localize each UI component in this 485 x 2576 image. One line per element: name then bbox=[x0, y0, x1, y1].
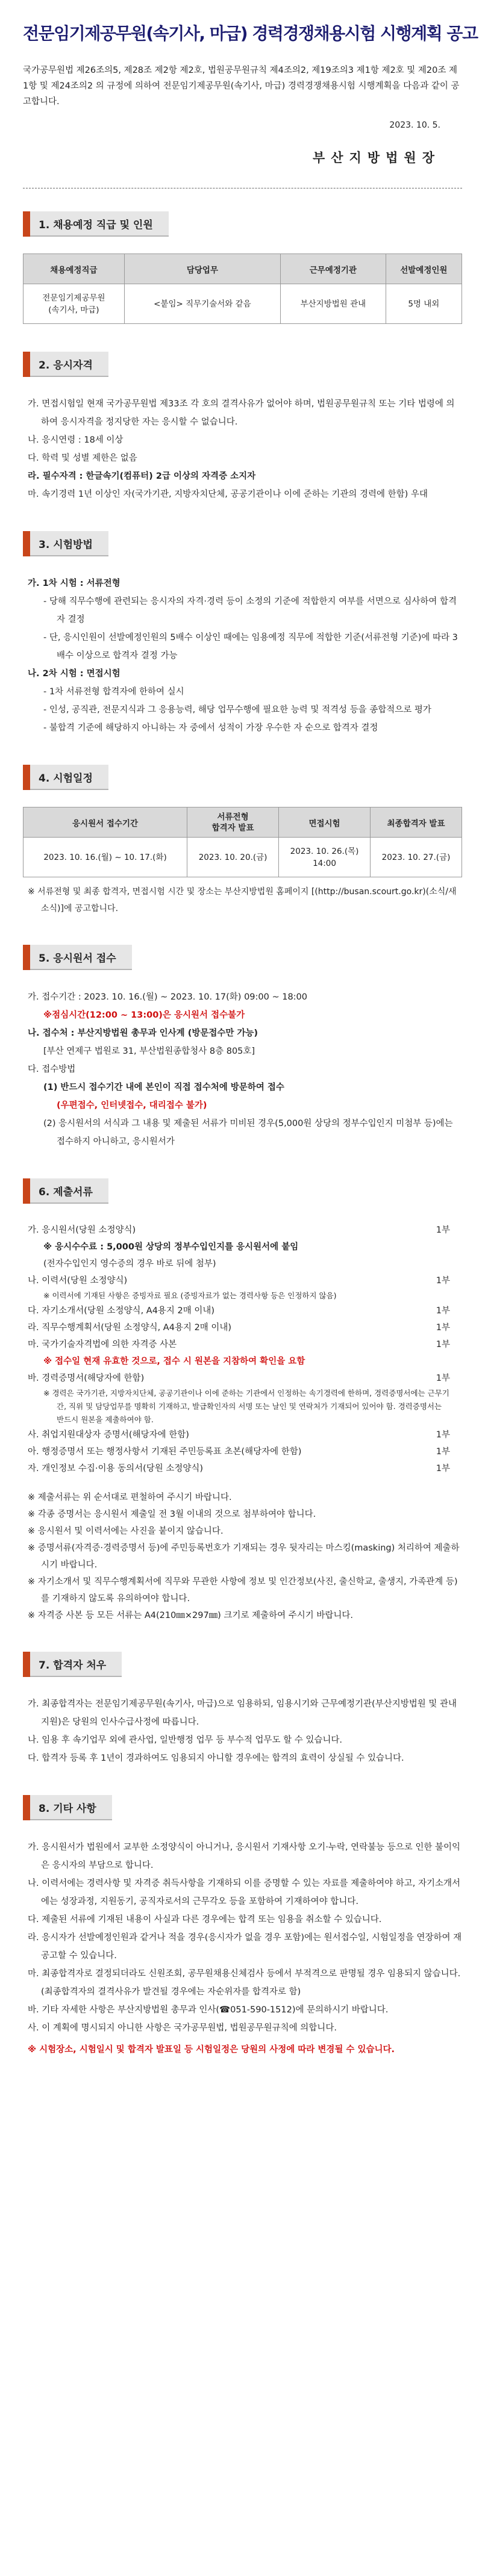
intro-paragraph: 국가공무원법 제26조의5, 제28조 제2항 제2호, 법원공무원규칙 제4조의2, 제19조의3 제1항 제2호 및 제20조 제1항 및 제24조의2 의 규정에 의하여 전문임기제공무원(속기사, 마급) 경력경쟁채용시험 시행계획을 다음과 같이 공고합니다. bbox=[23, 66, 460, 107]
subheading: 가. 1차 시험 : 서류전형 bbox=[28, 579, 120, 588]
notice-text: (우편접수, 인터넷접수, 대리접수 불가) bbox=[57, 1101, 207, 1110]
section-heading-7: 7. 합격자 처우 bbox=[23, 1652, 122, 1677]
section-heading-2: 2. 응시자격 bbox=[23, 352, 108, 377]
copy-count: 1부 bbox=[436, 1464, 450, 1473]
list-item: 마. 속기경력 1년 이상인 자(국가기관, 지방자치단체, 공공기관이나 이에 준하는 기관의 경력에 한함) 우대 bbox=[28, 490, 428, 499]
list-item: 사. 취업지원대상자 증명서(해당자에 한함) bbox=[28, 1430, 189, 1440]
list-item: 라. 필수자격 : 한글속기(컴퓨터) 2급 이상의 자격증 소지자 bbox=[28, 471, 256, 481]
list-item: 나. 임용 후 속기업무 외에 관사업, 일반행정 업무 등 부수적 업무도 할 수 있습니다. bbox=[28, 1735, 342, 1745]
note-item: ※ 각종 증명서는 응시원서 제출일 전 3월 이내의 것으로 첨부하여야 합니다. bbox=[28, 1510, 316, 1519]
table-cell: 2023. 10. 26.(목) 14:00 bbox=[279, 838, 371, 877]
table-cell: 5명 내외 bbox=[386, 284, 462, 324]
issuer-name: 부산지방법원장 bbox=[312, 151, 440, 165]
note-item: ※ 자기소개서 및 직무수행계획서에 직무와 무관한 사항에 정보 및 인간정보(사진, 출신학교, 출생지, 가족관계 등)를 기재하지 않도록 유의하여야 합니다. bbox=[28, 1577, 458, 1604]
list-item: ※ 경력은 국가기관, 지방자치단체, 공공기관이나 이에 준하는 기관에서 인정하는 속기경력에 한하며, 경력증명서에는 근무기간, 직위 및 담당업무를 명확히 기재하고, 발급확인자의 서명 또는 날인 및 연락처가 기재되어 있어야 함. 경력증명서는 반드시 원본을 제출하여야 함. bbox=[43, 1389, 449, 1424]
list-item: 아. 행정증명서 또는 행정사항서 기재된 주민등록표 초본(해당자에 한함) bbox=[28, 1447, 302, 1457]
list-item: 가. 최종합격자는 전문임기제공무원(속기사, 마급)으로 임용하되, 임용시기와 근무예정기관(부산지방법원 및 관내 지원)은 당원의 인사수급사정에 따릅니다. bbox=[28, 1699, 457, 1727]
list-item: - 불합격 기준에 해당하지 아니하는 자 중에서 성적이 가장 우수한 자 순으로 합격자 결정 bbox=[43, 723, 378, 733]
list-item: 다. 접수방법 bbox=[28, 1065, 76, 1074]
successful-candidate-treatment bbox=[23, 1695, 462, 1767]
schedule-table bbox=[23, 807, 462, 877]
list-item: - 1차 서류전형 합격자에 한하여 실시 bbox=[43, 687, 184, 697]
note-item: ※ 증명서류(자격증·경력증명서 등)에 주민등록번호가 기재되는 경우 뒷자리는 마스킹(masking) 처리하여 제출하시기 바랍니다. bbox=[28, 1543, 460, 1570]
section-heading-5: 5. 응시원서 접수 bbox=[23, 945, 132, 970]
table-row bbox=[23, 284, 462, 324]
table-header: 응시원서 접수기간 bbox=[23, 807, 187, 838]
list-item: 나. 접수처 : 부산지방법원 총무과 인사계 (방문접수만 가능) bbox=[28, 1028, 258, 1038]
announcement-date: 2023. 10. 5. bbox=[389, 120, 440, 130]
list-item: 라. 응시자가 선발예정인원과 같거나 적을 경우(응시자가 없을 경우 포함)에는 원서접수일, 시험일정을 연장하여 재공고할 수 있습니다. bbox=[28, 1933, 462, 1961]
list-item: ※ 응시수수료 : 5,000원 상당의 정부수입인지를 응시원서에 붙임 bbox=[43, 1242, 299, 1252]
other-matters bbox=[23, 1838, 462, 2059]
copy-count: 1부 bbox=[436, 1276, 450, 1286]
section-heading-4: 4. 시험일정 bbox=[23, 765, 108, 790]
list-item: 라. 직무수행계획서(당원 소정양식, A4용지 2매 이내) bbox=[28, 1323, 232, 1333]
copy-count: 1부 bbox=[436, 1340, 450, 1349]
list-item: 가. 면접시험일 현재 국가공무원법 제33조 각 호의 결격사유가 없어야 하며, 법원공무원규칙 또는 기타 법령에 의하여 응시자격을 정지당한 자는 응시할 수 없습니다. bbox=[28, 399, 455, 427]
table-cell: 2023. 10. 16.(월) ~ 10. 17.(화) bbox=[23, 838, 187, 877]
application-info bbox=[23, 988, 462, 1151]
list-item: 가. 응시원서가 법원에서 교부한 소정양식이 아니거나, 응시원서 기재사항 오기·누락, 연락불능 등으로 인한 불이익은 응시자의 부담으로 합니다. bbox=[28, 1843, 461, 1870]
list-item: - 당해 직무수행에 관련되는 응시자의 자격·경력 등이 소정의 기준에 적합한지 여부를 서면으로 심사하여 합격자 결정 bbox=[43, 597, 457, 624]
list-item: 나. 이력서(당원 소정양식) bbox=[28, 1276, 128, 1286]
list-item: 다. 자기소개서(당원 소정양식, A4용지 2매 이내) bbox=[28, 1306, 215, 1316]
list-item: 가. 응시원서(당원 소정양식) bbox=[28, 1225, 136, 1235]
list-item: (2) 응시원서의 서식과 그 내용 및 제출된 서류가 미비된 경우(5,000원 상당의 정부수입인지 미첨부 등)에는 접수하지 아니하고, 응시원서가 bbox=[43, 1119, 453, 1146]
note-item: ※ 자격증 사본 등 모든 서류는 A4(210㎜×297㎜) 크기로 제출하여 주시기 바랍니다. bbox=[28, 1611, 353, 1620]
copy-count: 1부 bbox=[436, 1306, 450, 1316]
list-item: 사. 이 계획에 명시되지 아니한 사항은 국가공무원법, 법원공무원규칙에 의합니다. bbox=[28, 2023, 337, 2033]
list-item: ※ 이력서에 기재된 사항은 증빙자료 필요 (증빙자료가 없는 경력사항 등은 인정하지 않음) bbox=[43, 1291, 337, 1300]
copy-count: 1부 bbox=[436, 1225, 450, 1235]
list-item: 마. 국가기술자격법에 의한 자격증 사본 bbox=[28, 1340, 177, 1349]
list-item: 마. 최종합격자로 결정되더라도 신원조회, 공무원채용신체검사 등에서 부적격으로 판명될 경우 임용되지 않습니다. (최종합격자의 결격사유가 발견될 경우에는 자순위자를 합격자로 함) bbox=[28, 1969, 461, 1997]
notice-text: ※점심시간(12:00 ~ 13:00)은 응시원서 접수불가 bbox=[43, 1010, 245, 1020]
final-notice: ※ 시험장소, 시험일시 및 합격자 발표일 등 시험일정은 당원의 사정에 따라 변경될 수 있습니다. bbox=[28, 2045, 395, 2055]
copy-count: 1부 bbox=[436, 1430, 450, 1440]
eligibility-list bbox=[23, 395, 462, 503]
section-heading-6: 6. 제출서류 bbox=[23, 1178, 108, 1204]
table-cell: 부산지방법원 관내 bbox=[281, 284, 386, 324]
section-heading-3: 3. 시험방법 bbox=[23, 531, 108, 556]
table-header: 채용예정직급 bbox=[23, 254, 125, 284]
list-item: 바. 경력증명서(해당자에 한함) bbox=[28, 1374, 145, 1383]
list-item: - 단, 응시인원이 선발예정인원의 5배수 이상인 때에는 임용예정 직무에 적합한 기준(서류전형 기준)에 따라 3배수 이상으로 합격자 결정 가능 bbox=[43, 633, 458, 661]
copy-count: 1부 bbox=[436, 1374, 450, 1383]
section-heading-8: 8. 기타 사항 bbox=[23, 1795, 112, 1820]
schedule-note: ※ 서류전형 및 최종 합격자, 면접시험 시간 및 장소는 부산지방법원 홈페이지 [(http://busan.scourt.go.kr)(소식/새소식)]에 공고합니다. bbox=[28, 887, 457, 913]
list-item: 나. 응시연령 : 18세 이상 bbox=[28, 435, 124, 445]
table-header: 서류전형 합격자 발표 bbox=[187, 807, 279, 838]
address-text: [부산 연제구 법원로 31, 부산법원종합청사 8층 805호] bbox=[43, 1047, 255, 1056]
documents-notes bbox=[23, 1489, 462, 1624]
list-item: 다. 합격자 등록 후 1년이 경과하여도 임용되지 아니할 경우에는 합격의 효력이 상실될 수 있습니다. bbox=[28, 1753, 404, 1763]
copy-count: 1부 bbox=[436, 1447, 450, 1457]
list-item: - 인성, 공직관, 전문지식과 그 응용능력, 해당 업무수행에 필요한 능력 및 적격성 등을 종합적으로 평가 bbox=[43, 705, 431, 715]
table-cell: 2023. 10. 20.(금) bbox=[187, 838, 279, 877]
table-header: 면접시험 bbox=[279, 807, 371, 838]
section-heading-1: 1. 채용예정 직급 및 인원 bbox=[23, 211, 169, 237]
subheading: 나. 2차 시험 : 면접시험 bbox=[28, 669, 120, 679]
list-item: 자. 개인정보 수집·이용 동의서(당원 소정양식) bbox=[28, 1464, 204, 1473]
required-documents bbox=[23, 1222, 462, 1477]
positions-table bbox=[23, 254, 462, 324]
exam-method bbox=[23, 574, 462, 737]
page-title: 전문임기제공무원(속기사, 마급) 경력경쟁채용시험 시행계획 공고 bbox=[23, 23, 478, 43]
list-item: (1) 반드시 접수기간 내에 본인이 직접 접수처에 방문하여 접수 bbox=[43, 1083, 284, 1092]
list-item: 가. 접수기간 : 2023. 10. 16.(월) ~ 2023. 10. 17(화) 09:00 ~ 18:00 bbox=[28, 992, 308, 1002]
note-item: ※ 응시원서 및 이력서에는 사진을 붙이지 않습니다. bbox=[28, 1526, 224, 1536]
list-item: 바. 기타 자세한 사항은 부산지방법원 총무과 인사(☎051-590-1512)에 문의하시기 바랍니다. bbox=[28, 2005, 389, 2015]
announcement-page bbox=[0, 23, 485, 2576]
table-header: 선발예정인원 bbox=[386, 254, 462, 284]
table-row bbox=[23, 838, 462, 877]
list-item: 다. 학력 및 성별 제한은 없음 bbox=[28, 453, 137, 463]
table-cell: <붙임> 직무기술서와 같음 bbox=[124, 284, 280, 324]
list-item: 다. 제출된 서류에 기재된 내용이 사실과 다른 경우에는 합격 또는 임용을 취소할 수 있습니다. bbox=[28, 1915, 382, 1924]
note-item: ※ 제출서류는 위 순서대로 편철하여 주시기 바랍니다. bbox=[28, 1493, 232, 1502]
table-cell: 2023. 10. 27.(금) bbox=[371, 838, 462, 877]
table-header: 최종합격자 발표 bbox=[371, 807, 462, 838]
table-header: 담당업무 bbox=[124, 254, 280, 284]
copy-count: 1부 bbox=[436, 1323, 450, 1333]
list-item: ※ 접수일 현재 유효한 것으로, 접수 시 원본을 지참하여 확인을 요함 bbox=[43, 1357, 305, 1366]
table-header: 근무예정기관 bbox=[281, 254, 386, 284]
list-item: (전자수입인지 영수증의 경우 바로 뒤에 첨부) bbox=[43, 1259, 216, 1269]
list-item: 나. 이력서에는 경력사항 및 자격증 취득사항을 기재하되 이를 증명할 수 있는 자료를 제출하여야 하고, 자기소개서에는 성장과정, 지원동기, 공직자로서의 근무각오 등을 포함하여 기재하여야 합니다. bbox=[28, 1879, 461, 1906]
table-cell: 전문임기제공무원 (속기사, 마급) bbox=[23, 284, 125, 324]
